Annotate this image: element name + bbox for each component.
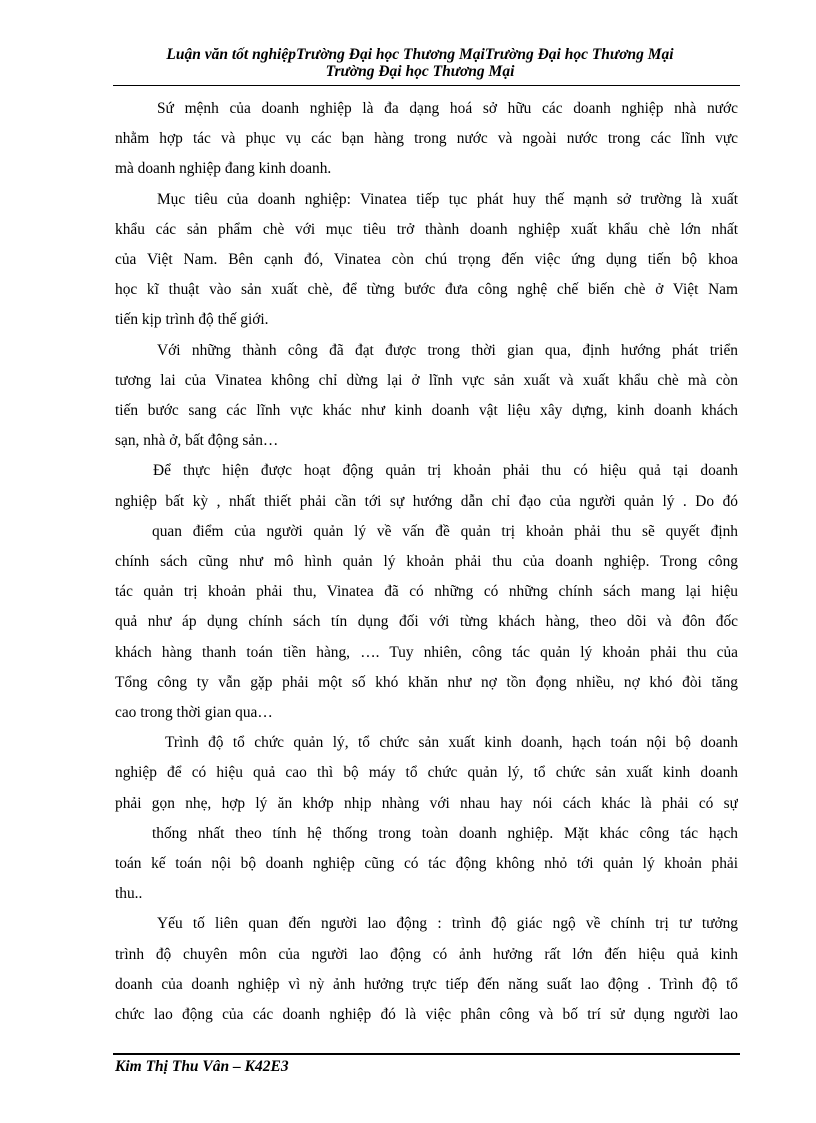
text-line: thống nhất theo tính hệ thống trong toàn doanh nghiệp. Mặt khác công tác hạch bbox=[152, 824, 738, 842]
text-line: Mục tiêu của doanh nghiệp: Vinatea tiếp tục phát huy thế mạnh sở trường là xuất bbox=[157, 190, 738, 208]
text-line: của Việt Nam. Bên cạnh đó, Vinatea còn chú trọng đến việc ứng dụng tiến bộ khoa bbox=[115, 251, 738, 269]
text-line: học kĩ thuật vào sản xuất chè, để từng bước đưa công nghệ chế biến chè ở Việt Nam bbox=[115, 281, 738, 299]
text-line: Yếu tố liên quan đến người lao động : trình độ giác ngộ về chính trị tư tưởng bbox=[157, 915, 738, 933]
text-line: toán kế toán nội bộ doanh nghiệp cũng có tác động không nhỏ tới quản lý khoản phải bbox=[115, 855, 738, 873]
text-line: Sứ mệnh của doanh nghiệp là đa dạng hoá sở hữu các doanh nghiệp nhà nước bbox=[157, 100, 738, 117]
paragraph-receivables bbox=[115, 456, 738, 728]
document-body bbox=[115, 94, 738, 1030]
text-line: nghiệp để có hiệu quả cao thì bộ máy tổ chức quản lý, tổ chức sản xuất kinh doanh bbox=[115, 764, 738, 782]
text-line: tác quản trị khoản phải thu, Vinatea đã có những có những chính sách mang lại hiệu bbox=[115, 583, 738, 601]
paragraph-mission bbox=[115, 94, 738, 185]
page-header bbox=[100, 46, 740, 80]
text-line: khẩu các sản phẩm chè với mục tiêu trở thành doanh nghiệp xuất khẩu chè lớn nhất bbox=[115, 220, 738, 238]
paragraph-management bbox=[115, 728, 738, 909]
paragraph-development bbox=[115, 336, 738, 457]
page-footer: Kim Thị Thu Vân – K42E3 bbox=[115, 1058, 289, 1075]
text-line: chức lao động của các doanh nghiệp đó là việc phân công và bố trí sử dụng người lao bbox=[115, 1006, 738, 1024]
header-title-line-1: Luận văn tốt nghiệpTrường Đại học Thương MạiTrường Đại học Thương Mại bbox=[166, 46, 674, 63]
text-line: Trình độ tổ chức quản lý, tổ chức sản xuất kinh doanh, hạch toán nội bộ doanh bbox=[165, 734, 738, 752]
text-line: quan điểm của người quản lý về vấn đề quản trị khoản phải thu sẽ quyết định bbox=[152, 522, 738, 540]
text-line: mà doanh nghiệp đang kinh doanh. bbox=[115, 160, 332, 178]
text-line: trình độ chuyên môn của người lao động có ảnh hưởng rất lớn đến hiệu quả kinh bbox=[115, 945, 738, 963]
text-line: sạn, nhà ở, bất động sản… bbox=[115, 432, 279, 450]
text-line: quả như áp dụng chính sách tín dụng đối với từng khách hàng, theo dõi và đôn đốc bbox=[115, 613, 738, 631]
paragraph-objective bbox=[115, 185, 738, 336]
text-line: Tổng công ty vẫn gặp phải một số khó khăn như nợ tồn đọng nhiều, nợ khó đòi tăng bbox=[115, 673, 738, 691]
text-line: nhằm hợp tác và phục vụ các bạn hàng trong nước và ngoài nước trong các lĩnh vực bbox=[115, 130, 738, 148]
text-line: nghiệp bất kỳ , nhất thiết phải cần tới sự hướng dẫn chỉ đạo của người quản lý . Do đó bbox=[115, 492, 738, 510]
text-line: chính sách cũng như mô hình quản lý khoản phải thu của doanh nghiệp. Trong công bbox=[115, 553, 738, 571]
text-line: doanh của doanh nghiệp vì nỳ ảnh hưởng trực tiếp đến năng suất lao động . Trình độ tổ bbox=[115, 975, 738, 993]
paragraph-workforce bbox=[115, 909, 738, 1030]
text-line: tương lai của Vinatea không chỉ dừng lại ở lĩnh vực sản xuất và xuất khẩu chè mà còn bbox=[115, 371, 738, 389]
footer-divider bbox=[113, 1053, 740, 1055]
text-line: tiến kịp trình độ thế giới. bbox=[115, 311, 269, 329]
text-line: cao trong thời gian qua… bbox=[115, 704, 273, 722]
header-divider bbox=[113, 85, 740, 86]
text-line: Với những thành công đã đạt được trong thời gian qua, định hướng phát triển bbox=[157, 341, 738, 359]
header-title-line-2: Trường Đại học Thương Mại bbox=[325, 63, 515, 80]
text-line: phải gọn nhẹ, hợp lý ăn khớp nhịp nhàng với nhau hay nói cách khác là phải có sự bbox=[115, 794, 738, 812]
text-line: thu.. bbox=[115, 885, 143, 903]
text-line: khách hàng thanh toán tiền hàng, …. Tuy nhiên, công tác quản lý khoản phải thu của bbox=[115, 643, 738, 661]
text-line: Để thực hiện được hoạt động quản trị khoản phải thu có hiệu quả tại doanh bbox=[153, 462, 738, 480]
text-line: tiến bước sang các lĩnh vực khác như kinh doanh vật liệu xây dựng, kinh doanh khách bbox=[115, 402, 738, 420]
